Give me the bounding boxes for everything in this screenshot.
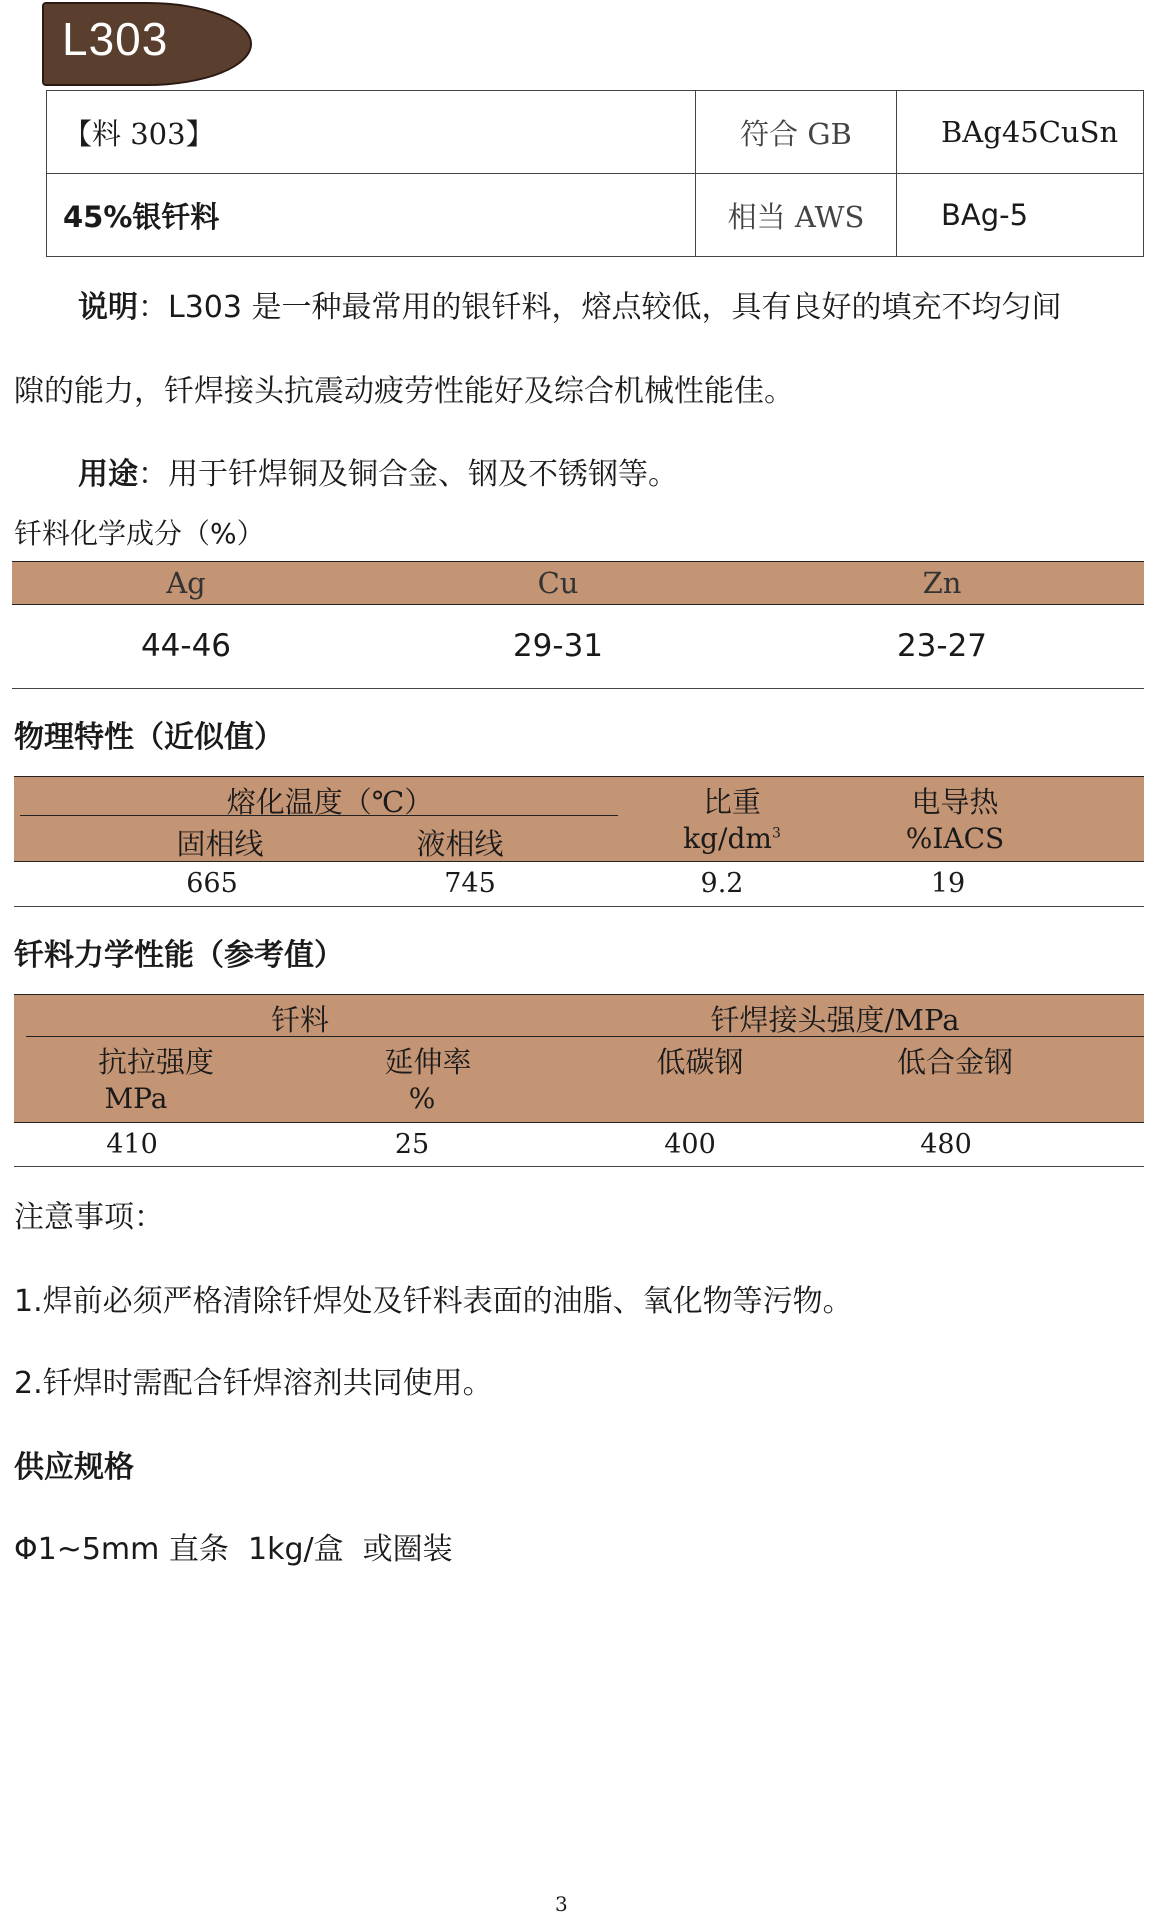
mech-tensile-unit: MPa xyxy=(104,1082,168,1115)
phys-top-rule xyxy=(14,776,1144,777)
phys-value-conductivity: 19 xyxy=(930,868,966,899)
mech-value-low-alloy: 480 xyxy=(920,1129,972,1160)
phys-bottom-rule xyxy=(14,906,1144,907)
aws-label: 相当 AWS xyxy=(696,174,897,257)
usage-label: 用途 xyxy=(78,457,138,492)
phys-value-solidus: 665 xyxy=(186,868,238,899)
phys-solidus-header: 固相线 xyxy=(176,827,264,861)
mech-low-alloy-header: 低合金钢 xyxy=(896,1045,1013,1079)
mech-value-elongation: 25 xyxy=(394,1129,430,1160)
phys-density-unit-sup: 3 xyxy=(771,825,781,842)
description-text: ：L303 是一种最常用的银钎料，熔点较低，具有良好的填充不均匀间 xyxy=(138,290,1062,325)
mech-value-tensile: 410 xyxy=(106,1129,158,1160)
chem-header-cu: Cu xyxy=(537,566,579,600)
page-number: 3 xyxy=(555,1892,568,1916)
phys-density-header: 比重 xyxy=(702,785,761,819)
mech-elongation-unit: % xyxy=(408,1082,436,1115)
notes-title: 注意事项： xyxy=(14,1200,164,1235)
mech-value-low-carbon: 400 xyxy=(664,1129,716,1160)
chem-top-rule xyxy=(12,561,1144,562)
supply-title: 供应规格 xyxy=(14,1450,134,1485)
aws-standard: BAg-5 xyxy=(897,174,1144,257)
description-label: 说明 xyxy=(78,290,138,325)
description-line-2: 隙的能力，钎焊接头抗震动疲劳性能好及综合机械性能佳。 xyxy=(14,374,794,409)
chem-header-zn: Zn xyxy=(922,566,962,600)
phys-conductivity-unit: %IACS xyxy=(905,822,1005,855)
phys-density-unit xyxy=(672,822,792,855)
notes-item-1: 1.焊前必须严格清除钎焊处及钎料表面的油脂、氧化物等污物。 xyxy=(14,1284,853,1319)
mech-elongation-header: 延伸率 xyxy=(384,1045,472,1079)
mech-low-carbon-header: 低碳钢 xyxy=(656,1045,744,1079)
mech-tensile-header: 抗拉强度 xyxy=(97,1045,214,1079)
phys-title: 物理特性（近似值） xyxy=(14,720,284,755)
usage-text: ：用于钎焊铜及铜合金、钢及不锈钢等。 xyxy=(138,457,678,492)
phys-value-liquidus: 745 xyxy=(444,868,496,899)
chem-bottom-rule xyxy=(12,688,1144,689)
info-row xyxy=(47,91,1144,174)
material-name: 45%银钎料 xyxy=(47,174,696,257)
chem-value-zn: 23-27 xyxy=(896,628,988,664)
supply-spec: Φ1~5mm 直条 1kg/盒 或圈装 xyxy=(14,1532,453,1567)
usage-line xyxy=(78,449,678,493)
mech-group-filler: 钎料 xyxy=(270,1003,329,1037)
gb-label: 符合 GB xyxy=(696,91,897,174)
phys-density-unit-text: kg/dm xyxy=(683,822,772,855)
mech-top-rule xyxy=(14,994,1144,995)
chem-value-ag: 44-46 xyxy=(140,628,232,664)
description-line-1 xyxy=(78,282,1062,326)
phys-liquidus-header: 液相线 xyxy=(416,827,504,861)
info-row xyxy=(47,174,1144,257)
phys-value-density: 9.2 xyxy=(700,868,744,899)
material-number: 【料 303】 xyxy=(47,91,696,174)
product-code: L303 xyxy=(62,13,169,65)
notes-item-2: 2.钎焊时需配合钎焊溶剂共同使用。 xyxy=(14,1366,493,1401)
chem-title: 钎料化学成分（%） xyxy=(14,517,265,550)
mech-group-joint: 钎焊接头强度/MPa xyxy=(710,1003,960,1037)
product-info-table xyxy=(46,90,1144,257)
phys-conductivity-header: 电导热 xyxy=(911,785,999,819)
chem-header-rule xyxy=(12,604,1144,605)
mech-header-rule xyxy=(14,1122,1144,1123)
chem-value-cu: 29-31 xyxy=(512,628,604,664)
mech-title: 钎料力学性能（参考值） xyxy=(14,938,344,973)
mech-bottom-rule xyxy=(14,1166,1144,1167)
gb-standard: BAg45CuSn xyxy=(897,91,1144,174)
chem-header-ag: Ag xyxy=(166,566,206,600)
phys-melting-group: 熔化温度（℃） xyxy=(226,785,434,819)
